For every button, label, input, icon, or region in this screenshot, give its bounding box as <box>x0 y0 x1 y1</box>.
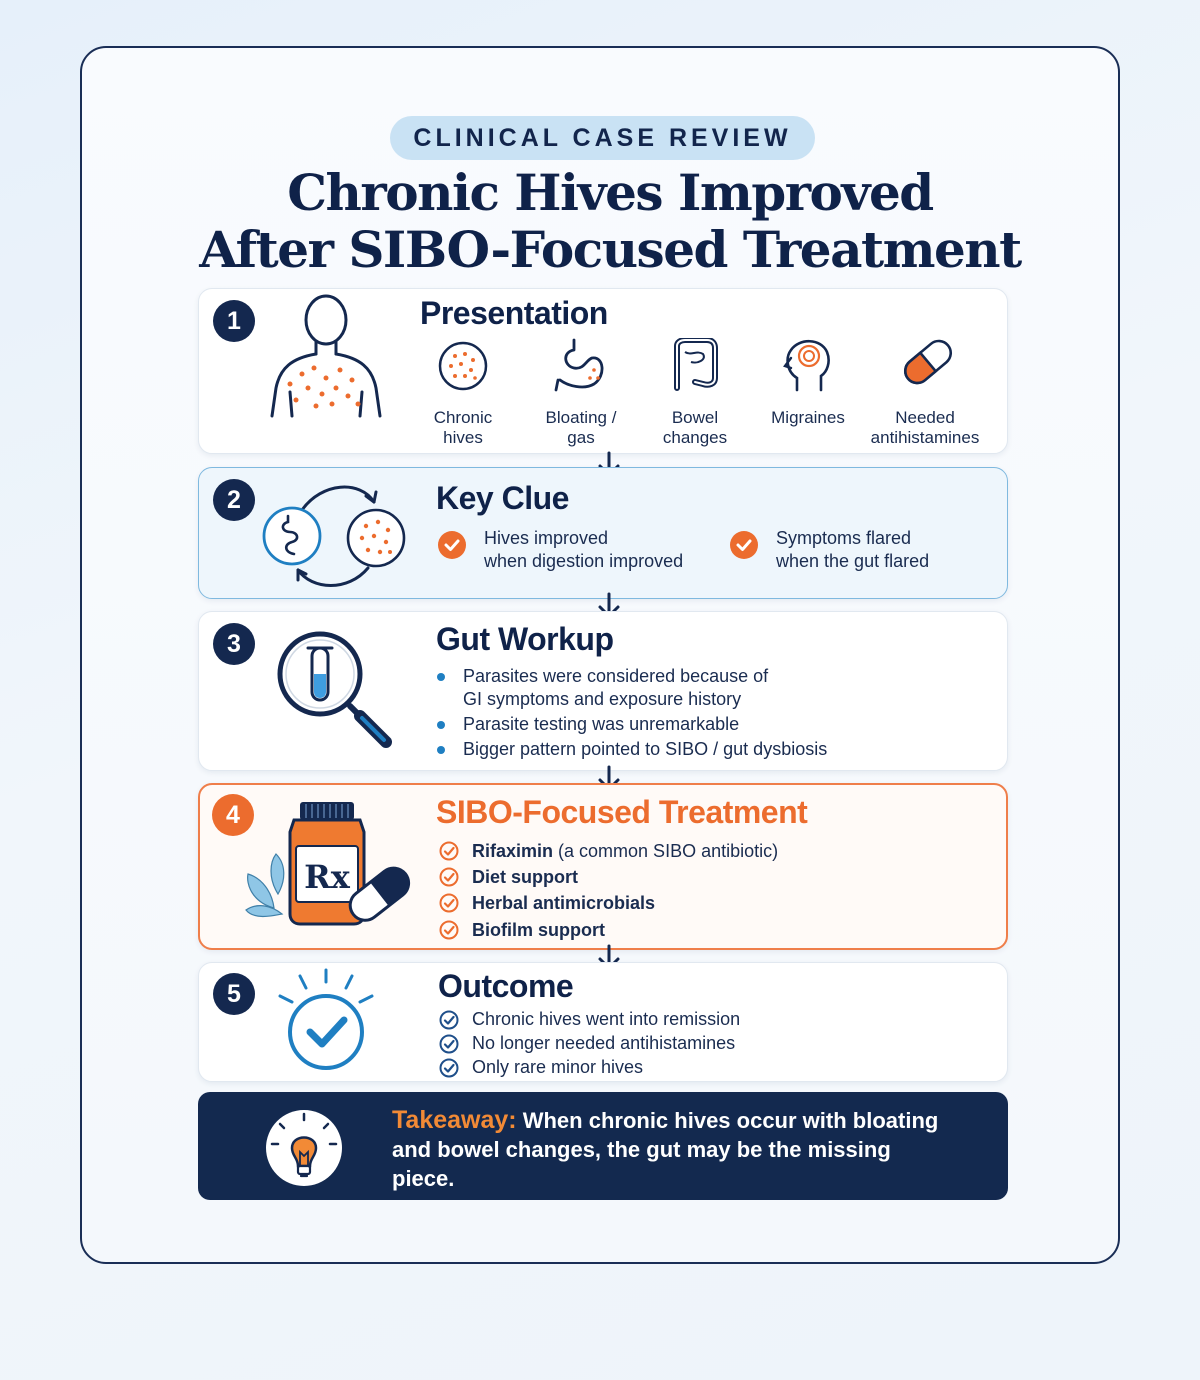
orange-check-circle-icon <box>439 920 459 940</box>
rx-label: Rx <box>304 858 350 896</box>
hives-circle-icon <box>437 340 489 392</box>
check-circle-icon <box>730 531 758 559</box>
symptom-label: Bloating / gas <box>545 408 617 447</box>
stomach-icon <box>554 336 608 392</box>
symptom-label: Chronic hives <box>433 408 493 447</box>
step-title-treatment: SIBO-Focused Treatment <box>436 794 808 830</box>
prescription-bottle-icon <box>242 798 412 928</box>
workup-bullet: Bigger pattern pointed to SIBO / gut dysbiosis <box>463 739 828 759</box>
orange-check-circle-icon <box>439 893 459 913</box>
lightbulb-icon <box>258 1104 350 1188</box>
page-title-line1: Chronic Hives Improved <box>287 163 933 222</box>
treatment-item: Biofilm support <box>472 920 605 940</box>
pill-icon <box>898 334 958 390</box>
page-title-line2: After SIBO-Focused Treatment <box>199 220 1021 279</box>
outcome-item: Chronic hives went into remission <box>472 1009 741 1029</box>
takeaway-label: Takeaway: <box>392 1106 517 1134</box>
clue-item: Hives improved when digestion improved <box>438 527 683 573</box>
step-number-5: 5 <box>213 973 255 1015</box>
check-circle-icon <box>438 531 466 559</box>
gut-skin-cycle-icon <box>262 476 410 594</box>
workup-bullet: Parasite testing was unremarkable <box>463 714 740 734</box>
step-title-gut-workup: Gut Workup <box>436 621 614 657</box>
step-number-4: 4 <box>212 794 254 836</box>
step-title-outcome: Outcome <box>438 968 574 1004</box>
body-rash-icon <box>262 292 386 420</box>
blue-check-circle-icon <box>439 1010 459 1030</box>
case-review-badge: CLINICAL CASE REVIEW <box>390 116 815 160</box>
outcome-item: Only rare minor hives <box>472 1057 644 1077</box>
step-title-presentation: Presentation <box>420 295 608 331</box>
orange-check-circle-icon <box>439 867 459 887</box>
symptom-label: Migraines <box>771 408 845 427</box>
step-number-2: 2 <box>213 479 255 521</box>
symptom-label: Needed antihistamines <box>870 408 980 447</box>
symptom-label: Bowel changes <box>662 408 728 447</box>
step-title-key-clue: Key Clue <box>436 480 569 516</box>
treatment-item: Rifaximin (a common SIBO antibiotic) <box>472 841 779 861</box>
step-number-3: 3 <box>213 623 255 665</box>
intestine-icon <box>667 338 723 392</box>
blue-check-circle-icon <box>439 1034 459 1054</box>
outcome-item: No longer needed antihistamines <box>472 1033 736 1053</box>
clue-item: Symptoms flared when the gut flared <box>730 527 929 573</box>
workup-bullet: Parasites were considered because of GI symptoms and exposure history <box>463 666 769 709</box>
outcome-check-icon <box>274 966 378 1076</box>
step-number-1: 1 <box>213 300 255 342</box>
treatment-item: Herbal antimicrobials <box>472 893 656 913</box>
takeaway-text: Takeaway: When chronic hives occur with bloating and bowel changes, the gut may be the missing piece. <box>392 1106 939 1191</box>
orange-check-circle-icon <box>439 841 459 861</box>
blue-check-circle-icon <box>439 1058 459 1078</box>
magnifier-test-tube-icon <box>274 628 398 752</box>
treatment-item: Diet support <box>472 867 578 887</box>
head-brain-icon <box>781 336 835 392</box>
